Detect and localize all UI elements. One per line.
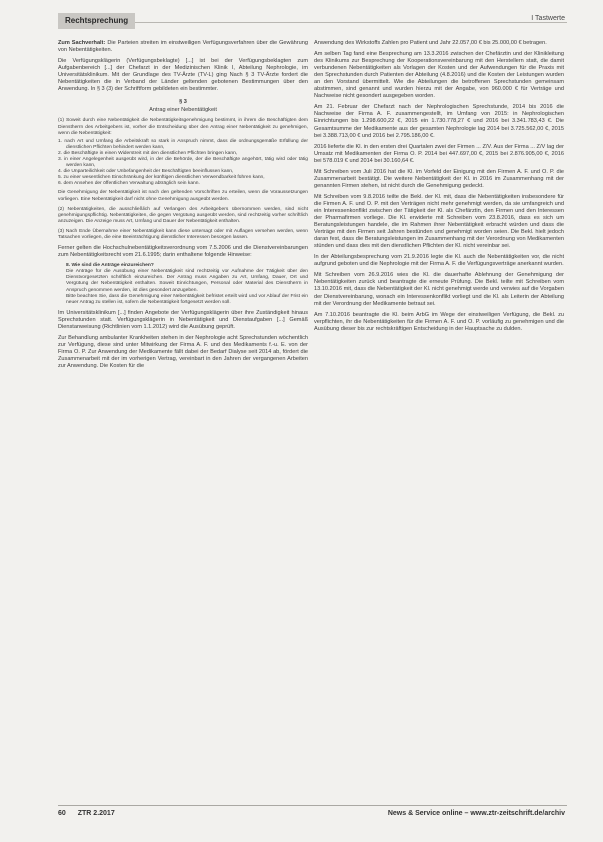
right-paragraph-1: Anwendung des Wirkstoffs Zahlen pro Patient und Jahr 22.057,00 € bis 25.000,00 € betragen. — [314, 40, 547, 46]
right-paragraph-8: Mit Schreiben vom 26.9.2016 wies die Kl. die dauerhafte Ablehnung der Genehmigung der Nebentätigkeiten zurück und beantragte die erneute Prüfung. Die Bekl. teilte mit Schreiben vom 13.10.2016 mit, dass die Nebentätigkeit der Kl. nicht genehmigt werde und verwies auf die Vorgaben der Dienstvereinbarung, wonach ein Interessenkonflikt vorliegt und die Kl. als Leiterin der Abteilung mit der Verordnung der Medikamente betraut sei. — [314, 272, 564, 307]
statute-subtitle: Antrag einer Nebentätigkeit — [149, 107, 217, 114]
footer-rule — [58, 805, 567, 806]
footer-left — [58, 810, 115, 817]
question-block — [58, 263, 308, 306]
statute-list-item: 2. die Beschäftigte in einen Widerstreit mit den dienstlichen Pflichten bringen kann, — [58, 150, 238, 156]
footer-archive-link[interactable]: News & Service online – www.ztr-zeitschrift.de/archiv — [387, 810, 565, 817]
statute-list-item: 5. zu einer wesentlichen Einschränkung der künftigen dienstlichen Verwendbarkeit führen kann, — [58, 175, 265, 181]
right-paragraph-4: 2016 lieferte die Kl. in den ersten drei Quartalen zwei der Firmen ... Z/V. Aus der Firma ... Z/V lag der Umsatz mit Medikamenten der Firma O. P. 2014 bei 447.697,00 €, 2015 bei 2.876.905,00 €, 2016 bei 578.019 € und 2014 bei 30.160,64 €. — [314, 143, 564, 164]
page-number: 60 — [58, 810, 66, 817]
left-paragraph-4: Zur Behandlung ambulanter Krankheiten stehen in der Nephrologie acht Sprechstunden wöchentlich zur Verfügung, diese sind unter Mitwirkung der Firma A. F. und des Medikaments f.-u. E. von der Firma O. P. Zur Anwendung der Medikamente fällt dabei der Bedarf Dialyse seit 2014 ab, fördert die Zusammenarbeit mit der im vorherigen Vertrag, vereinbart in den Jahren der vergangenen Arbeiten zur Anwendung. Die Kosten für die — [58, 335, 308, 370]
statute-list — [58, 139, 308, 188]
question-note: Bitte beachten Sie, dass die Genehmigung einer Nebentätigkeit befristet erteilt wird und vor Ablauf der Frist ein neuer Antrag zu stellen ist, sofern die Nebentätigkeit fortgesetzt werden soll. — [66, 293, 308, 305]
journal-issue: ZTR 2.2017 — [77, 810, 115, 817]
right-paragraph-9: Am 7.10.2016 beantragte die Kl. beim ArbG im Wege der einstweiligen Verfügung, die Bekl. zu verpflichten, ihr die Nebentätigkeiten für die Firmen A. F. und O. P. vorläufig zu genehmigen und die Ausübung dieser bis zur rechtskräftigen Entscheidung in der Hauptsache zu dulden. — [314, 311, 564, 332]
statute-para-3: (2) Nebentätigkeiten, die ausschließlich auf Verlangen des Arbeitgebers übernommen werden, sind nicht genehmigungspflichtig. Nebentätigkeiten, die gegen Vergütung ausgeübt werden, sind rechtzeitig vorher schriftlich anzuzeigen. Die Anzeige muss Art, Umfang und Dauer der Nebentätigkeit enthalten. — [58, 206, 308, 224]
statute-list-item: 3. in einer Angelegenheit ausgeübt wird, in der die Behörde, der die Beschäftigte angehört, tätig wird oder tätig werden kann, — [58, 156, 308, 169]
right-paragraph-6: Mit Schreiben vom 9.8.2016 teilte die Bekl. der Kl. mit, dass die Nebentätigkeiten insbesondere für die Firmen A. F. und O. P. mit den Verträgen nicht mehr genehmigt werden, da sie umfangreich und ein Interessenkonflikt zwischen der Tätigkeit der Kl. als Chefärztin, den Firmen und den Interessen der Pharmafirmen vorliege. Die Kl. erwiderte mit Schreiben vom 23.8.2016, dass es sich um Beratungsleistungen handele, die im Rahmen ihrer Nebentätigkeit erbracht würden und dass die Verträge mit den Firmen seit Jahren bestünden und genehmigt worden seien. Die Bekl. hielt jedoch daran fest, dass die Beratungsleistungen im Zusammenhang mit der Verordnung von Medikamenten stünden und dass dies mit den dienstlichen Pflichten der Kl. nicht vereinbar sei. — [314, 193, 564, 250]
section-tag: Rechtsprechung — [58, 13, 135, 29]
question-text: Die Anträge für die Ausübung einer Nebentätigkeit sind rechtzeitig vor Aufnahme der Tätigkeit über den Dienstvorgesetzten schriftlich einzureichen. Der Antrag muss Angaben zu Art, Umfang, Dauer, Ort und Vergütung der Nebentätigkeit enthalten. Soweit Einrichtungen, Personal oder Material des Dienstherrn in Anspruch genommen werden, ist dies gesondert anzugeben. — [66, 269, 308, 293]
header-right-label: I Tastwerte — [531, 15, 565, 22]
right-paragraph-5: Mit Schreiben vom Juli 2016 hat die Kl. im Vorfeld der Einigung mit den Firmen A. F. und O. P. die Zusammenarbeit bestätigt. Die weitere Nebentätigkeit der Kl. in 2016 im Zusammenhang mit der genannten Firmen stehen, ist nicht durch die Genehmigung gedeckt. — [314, 168, 564, 189]
statute-para-4: (3) Nach Ende Übernahme einer Nebentätigkeit kann diese untersagt oder mit Auflagen versehen werden, wenn Tatsachen vorliegen, die eine Beeinträchtigung dienstlicher Interessen besorgen lassen. — [58, 228, 308, 241]
topic-label: Zum Sachverhalt: — [58, 40, 106, 46]
right-paragraph-7: In der Abteilungsbesprechung vom 21.9.2016 legte die Kl. auch die Nebentätigkeiten vor, die nicht aufgrund geboten und die Nephrologie mit der Firma A. F. die Verfügungsverträge anerkannt wurden. — [314, 254, 564, 268]
statute-list-item: 1. nach Art und Umfang die Arbeitskraft so stark in Anspruch nimmt, dass die ordnungsgemäße Erfüllung der dienstlichen Pflichten behindert werden kann, — [58, 138, 308, 150]
case-intro — [58, 40, 308, 54]
left-paragraph-3: Im Universitätsklinikum [...] finden Angebote der Verfügungsklägerin über ihre Zuständigkeit hinaus Sprechstunden statt. Verfügungsklägerin in Nebentätigkeit und Dienstaufgaben [...] Gemäß Dienstanweisung (Richtlinien vom 1.1.2012) wird die Ausübung geprüft. — [58, 309, 308, 330]
statute-title: § 3 — [179, 99, 187, 106]
left-paragraph-1: Die Verfügungsklägerin (Verfügungsbeklagte) [...] ist bei der Verfügungsbeklagten zum Aufgabenbereich [...] der Chefarzt in der Medizinischen Klinik I, Abteilung Nephrologie, im Universitätsklinikum. Mit der Grundlage des TV-Ärzte (TV-L) ging Nach § 3 TV-Ärzte fordert die Nebentätigkeiten die in Verband der Länder geltenden gebotenen Bestimmungen über den Anwendung. In § 3 (3) der Schriftform gebildeten ein bestimmter. — [58, 58, 308, 93]
statute-block — [58, 118, 308, 241]
topic-text: Die Parteien streiten im einstweiligen Verfügungsverfahren über die Gewährung von Nebentätigkeiten. — [58, 40, 308, 54]
question-title: 8. Wie sind die Anträge einzureichen? — [66, 263, 154, 269]
statute-para-1: (1) Soweit durch eine Nebentätigkeit die Nebentätigkeitsgenehmigung bestimmt, in ihrem die Beschäftigten dem Dienstherrn des Arbeitgebers ist, vorher die Entscheidung über den Antrag einer Nebentätigkeit zu genehmigen, wenn die Nebentätigkeit: — [58, 118, 308, 136]
right-paragraph-3: Am 21. Februar der Chefarzt nach der Nephrologischen Sprechstunde, 2014 bis 2016 die Nachweise der Firma A. F. zusammengestellt, im Umfang von 2015: in Nephrologischen Einrichtungen bis 1.298.600,22 €, 2015 ein 1.730.778,27 € und 2016 bei 3.341.783,43 €. Die Gesamtsumme der Medikamente aus der gesamten Nephrologie lag 2014 bei 3.725.562,00 €, 2015 bei 3.388.713,00 € und 2016 bei 2.795.186,00 €. — [314, 104, 564, 139]
right-column — [314, 40, 564, 337]
statute-list-item: 6. dem Ansehen der öffentlichen Verwaltung abträglich sein kann. — [58, 181, 200, 187]
left-column — [58, 40, 308, 374]
statute-list-item: 4. die Unparteilichkeit oder Unbefangenheit der Beschäftigten beeinflussen kann, — [58, 169, 234, 175]
left-paragraph-2: Ferner gelten die Hochschulnebentätigkeitsverordnung vom 7.5.2006 und die Dienstvereinbarungen zum Nebentätigkeitsrecht vom 21.6.1995; darin enthaltene folgende Hinweise: — [58, 245, 308, 259]
statute-para-2: Die Genehmigung der Nebentätigkeit ist nach den geltenden Vorschriften zu erteilen, wenn die Voraussetzungen vorliegen. Eine Nebentätigkeit darf nicht ohne Genehmigung ausgeübt werden. — [58, 190, 308, 202]
right-paragraph-2: Am selben Tag fand eine Besprechung am 13.3.2016 zwischen der Chefärztin und der Klinikleitung des Klinikums zur Besprechung der Kooperationsvereinbarung mit den Herstellern statt, die damit verbundenen Nebentätigkeiten als Vorlagen der Kosten und der Aufwendungen für die Praxis mit den Sprechstunden durch Patienten der Abteilung (4.8.2016) und die Kosten der Leistungen wurden an den Vorstand übermittelt. Wie die Abteilungen die betroffenen Sprechstunden gemeinsam abstimmen, sind genannt und wurden hierzu mit der Angabe, von 960.000 € für Verträge und Nachweise nicht gesondert ausgegeben worden. — [314, 51, 564, 100]
